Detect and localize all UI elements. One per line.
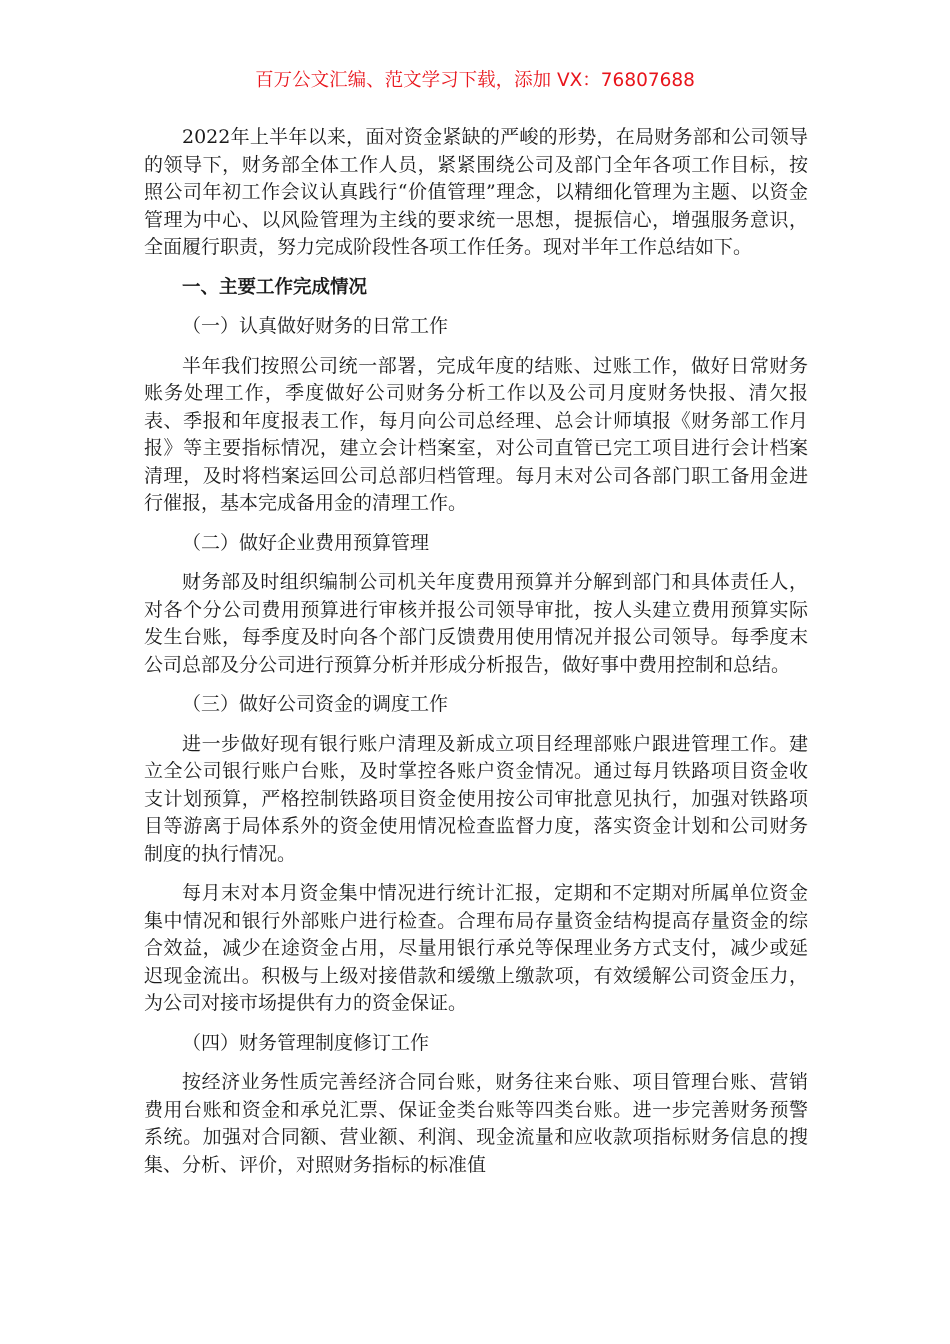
intro-paragraph: 2022年上半年以来，面对资金紧缺的严峻的形势，在局财务部和公司领导的领导下，财务部全体工作人员，紧紧围绕公司及部门全年各项工作目标，按照公司年初工作会议认真践行“价值管理”理念，以精细化管理为主题、以资金管理为中心、以风险管理为主线的要求统一思想，提振信心，增强服务意识，全面履行职责，努力完成阶段性各项工作任务。现对半年工作总结如下。 (144, 126, 808, 258)
subsection-3-paragraph-1: 进一步做好现有银行账户清理及新成立项目经理部账户跟进管理工作。建立全公司银行账户台账，及时掌控各账户资金情况。通过每月铁路项目资金收支计划预算，严格控制铁路项目资金使用按公司审批意见执行，加强对铁路项目等游离于局体系外的资金使用情况检查监督力度，落实资金计划和公司财务制度的执行情况。 (144, 732, 808, 865)
subsection-2-paragraph: 财务部及时组织编制公司机关年度费用预算并分解到部门和具体责任人，对各个分公司费用预算进行审核并报公司领导审批，按人头建立费用预算实际发生台账，每季度及时向各个部门反馈费用使用情况并报公司领导。每季度末公司总部及分公司进行预算分析并形成分析报告，做好事中费用控制和总结。 (144, 571, 808, 676)
header-promo-note: 百万公文汇编、范文学习下载，添加 VX：76807688 (255, 70, 695, 91)
document-body (144, 124, 808, 1191)
subsection-heading-2: （二）做好企业费用预算管理 (182, 531, 430, 554)
subsection-heading-1: （一）认真做好财务的日常工作 (182, 315, 449, 337)
subsection-heading-3: （三）做好公司资金的调度工作 (182, 693, 449, 715)
subsection-3-paragraph-2: 每月末对本月资金集中情况进行统计汇报，定期和不定期对所属单位资金集中情况和银行外部账户进行检查。合理布局存量资金结构提高存量资金的综合效益，减少在途资金占用，尽量用银行承兑等保理业务方式支付，减少或延迟现金流出。积极与上级对接借款和缓缴上缴款项，有效缓解公司资金压力，为公司对接市场提供有力的资金保证。 (144, 882, 808, 1014)
section-heading-1: 一、主要工作完成情况 (182, 276, 368, 298)
subsection-heading-4: （四）财务管理制度修订工作 (182, 1031, 430, 1054)
subsection-4-paragraph: 按经济业务性质完善经济合同台账，财务往来台账、项目管理台账、营销费用台账和资金和承兑汇票、保证金类台账等四类台账。进一步完善财务预警系统。加强对合同额、营业额、利润、现金流量和应收款项指标财务信息的搜集、分析、评价，对照财务指标的标准值 (144, 1071, 808, 1176)
subsection-1-paragraph: 半年我们按照公司统一部署，完成年度的结账、过账工作，做好日常财务账务处理工作，季度做好公司财务分析工作以及公司月度财务快报、清欠报表、季报和年度报表工作，每月向公司总经理、总会计师填报《财务部工作月报》等主要指标情况，建立会计档案室，对公司直管已完工项目进行会计档案清理，及时将档案运回公司总部归档管理。每月末对公司各部门职工备用金进行催报，基本完成备用金的清理工作。 (144, 354, 808, 514)
